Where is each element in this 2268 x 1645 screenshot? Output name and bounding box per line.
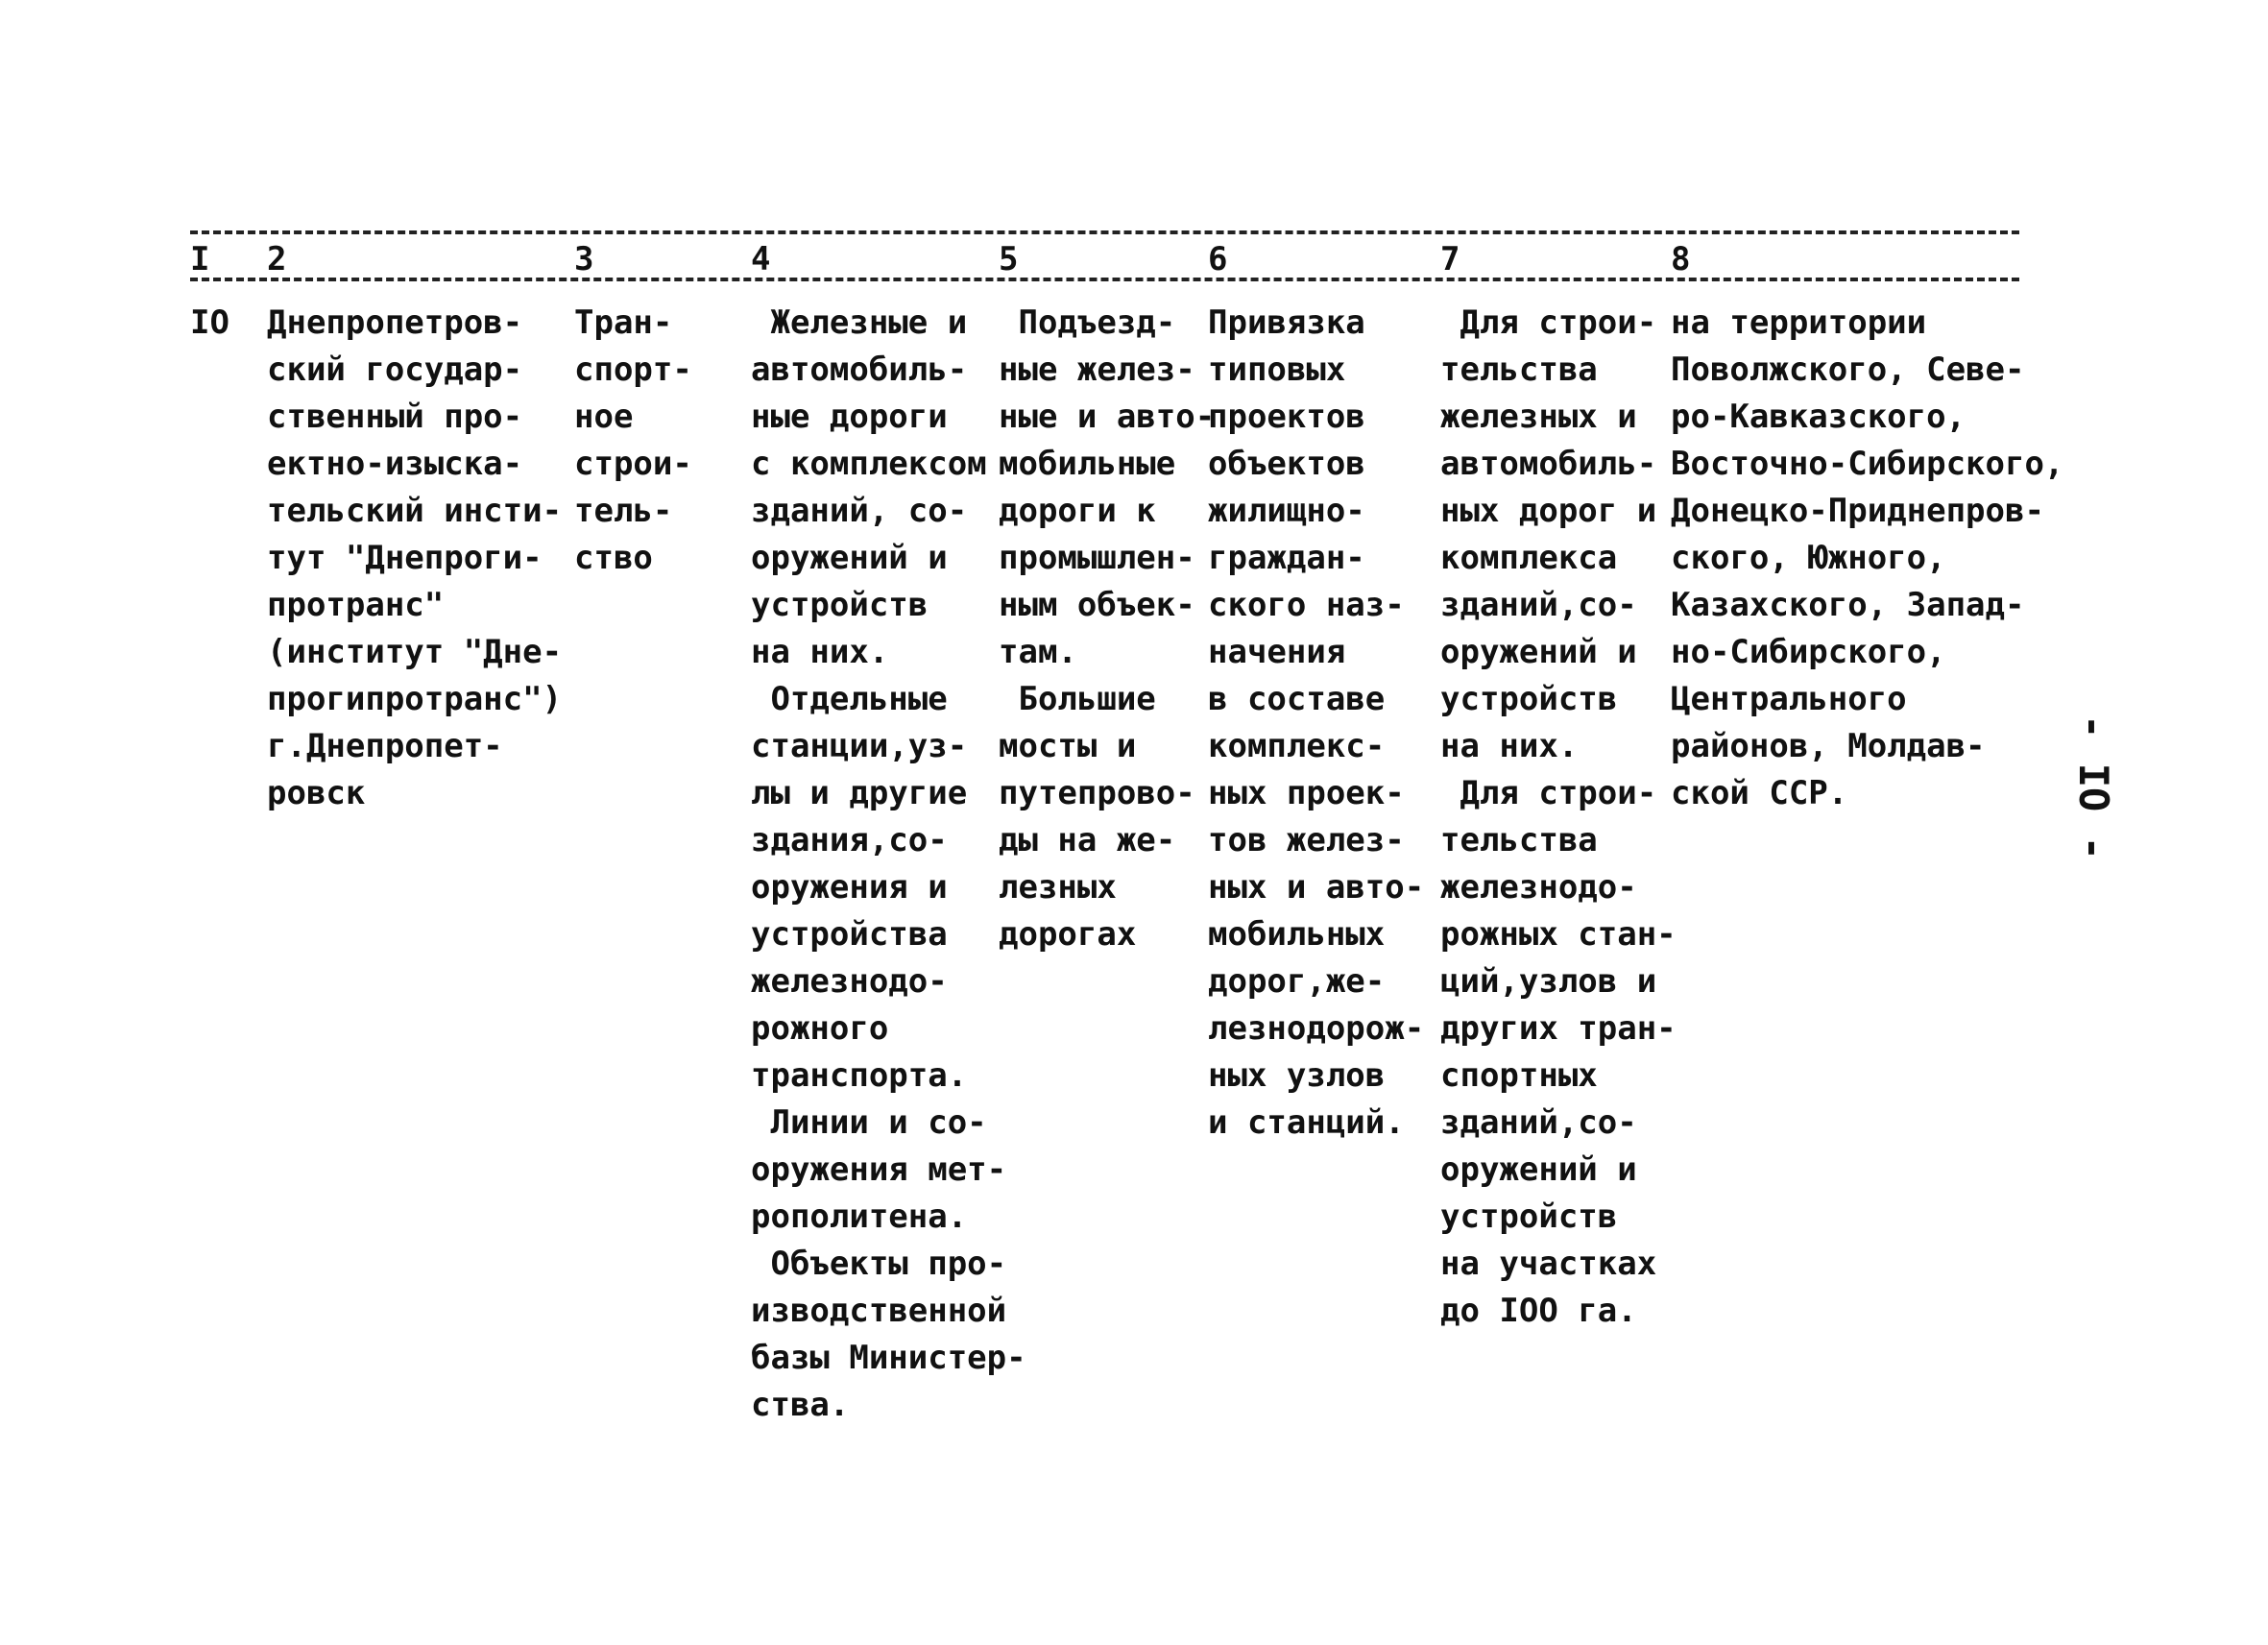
- column-number-7: 7: [1440, 240, 1460, 278]
- cell-standard-projects: Привязка типовых проектов объектов жилищно- граждан- ского наз- начения в составе комплекс- ных проек- тов желез- ных и авто- мобильных дорог,же- лезнодорож- ных узлов и станций.: [1208, 303, 1425, 1142]
- cell-design-objects: Железные и автомобиль- ные дороги с комплексом зданий, со- оружений и устройств на них. Отдельные станции,уз- лы и другие здания,со- оружения и устройства железнодо- рожного транспорта. Линии и со- оружения мет- рополитена. Объекты про- изводственной базы Министер- ства.: [751, 303, 1026, 1424]
- cell-additional-objects: Подъезд- ные желез- ные и авто- мобильные дороги к промышлен- ным объек- там. Большие мосты и путепрово- ды на же- лезных дорогах: [999, 303, 1216, 954]
- column-number-1: I: [190, 240, 210, 278]
- column-number-3: 3: [574, 240, 594, 278]
- column-number-5: 5: [999, 240, 1019, 278]
- cell-row-number: IO: [190, 303, 229, 342]
- cell-survey-works: Для строи- тельства железных и автомобиль- ных дорог и комплекса зданий,со- оружений и устройств на них. Для строи- тельства железнодо- рожных стан- ций,узлов и других тран- спортных зданий,со- оружений и устройств на участках до IOO га.: [1440, 303, 1677, 1330]
- column-number-6: 6: [1208, 240, 1228, 278]
- column-number-4: 4: [751, 240, 771, 278]
- page-number: [2064, 691, 2122, 883]
- table-header-top-rule: [190, 230, 2019, 234]
- cell-specialization: Тран- спорт- ное строи- тель- ство: [574, 303, 692, 577]
- table-header-bottom-rule: [190, 278, 2019, 281]
- column-number-8: 8: [1671, 240, 1691, 278]
- page-number-text: - IO -: [2070, 714, 2117, 860]
- column-number-2: 2: [267, 240, 287, 278]
- cell-organization: Днепропетров- ский государ- ственный про- ектно-изыска- тельский инсти- тут "Днепроги- протранс" (институт "Дне- прогипротранс") г.Днепропет- ровск: [267, 303, 563, 812]
- cell-territory: на территории Поволжского, Севе- ро-Кавказского, Восточно-Сибирского, Донецко-Приднепров- ского, Южного, Казахского, Запад- но-Сибирского, Центрального районов, Молдав- ской ССР.: [1671, 303, 2064, 812]
